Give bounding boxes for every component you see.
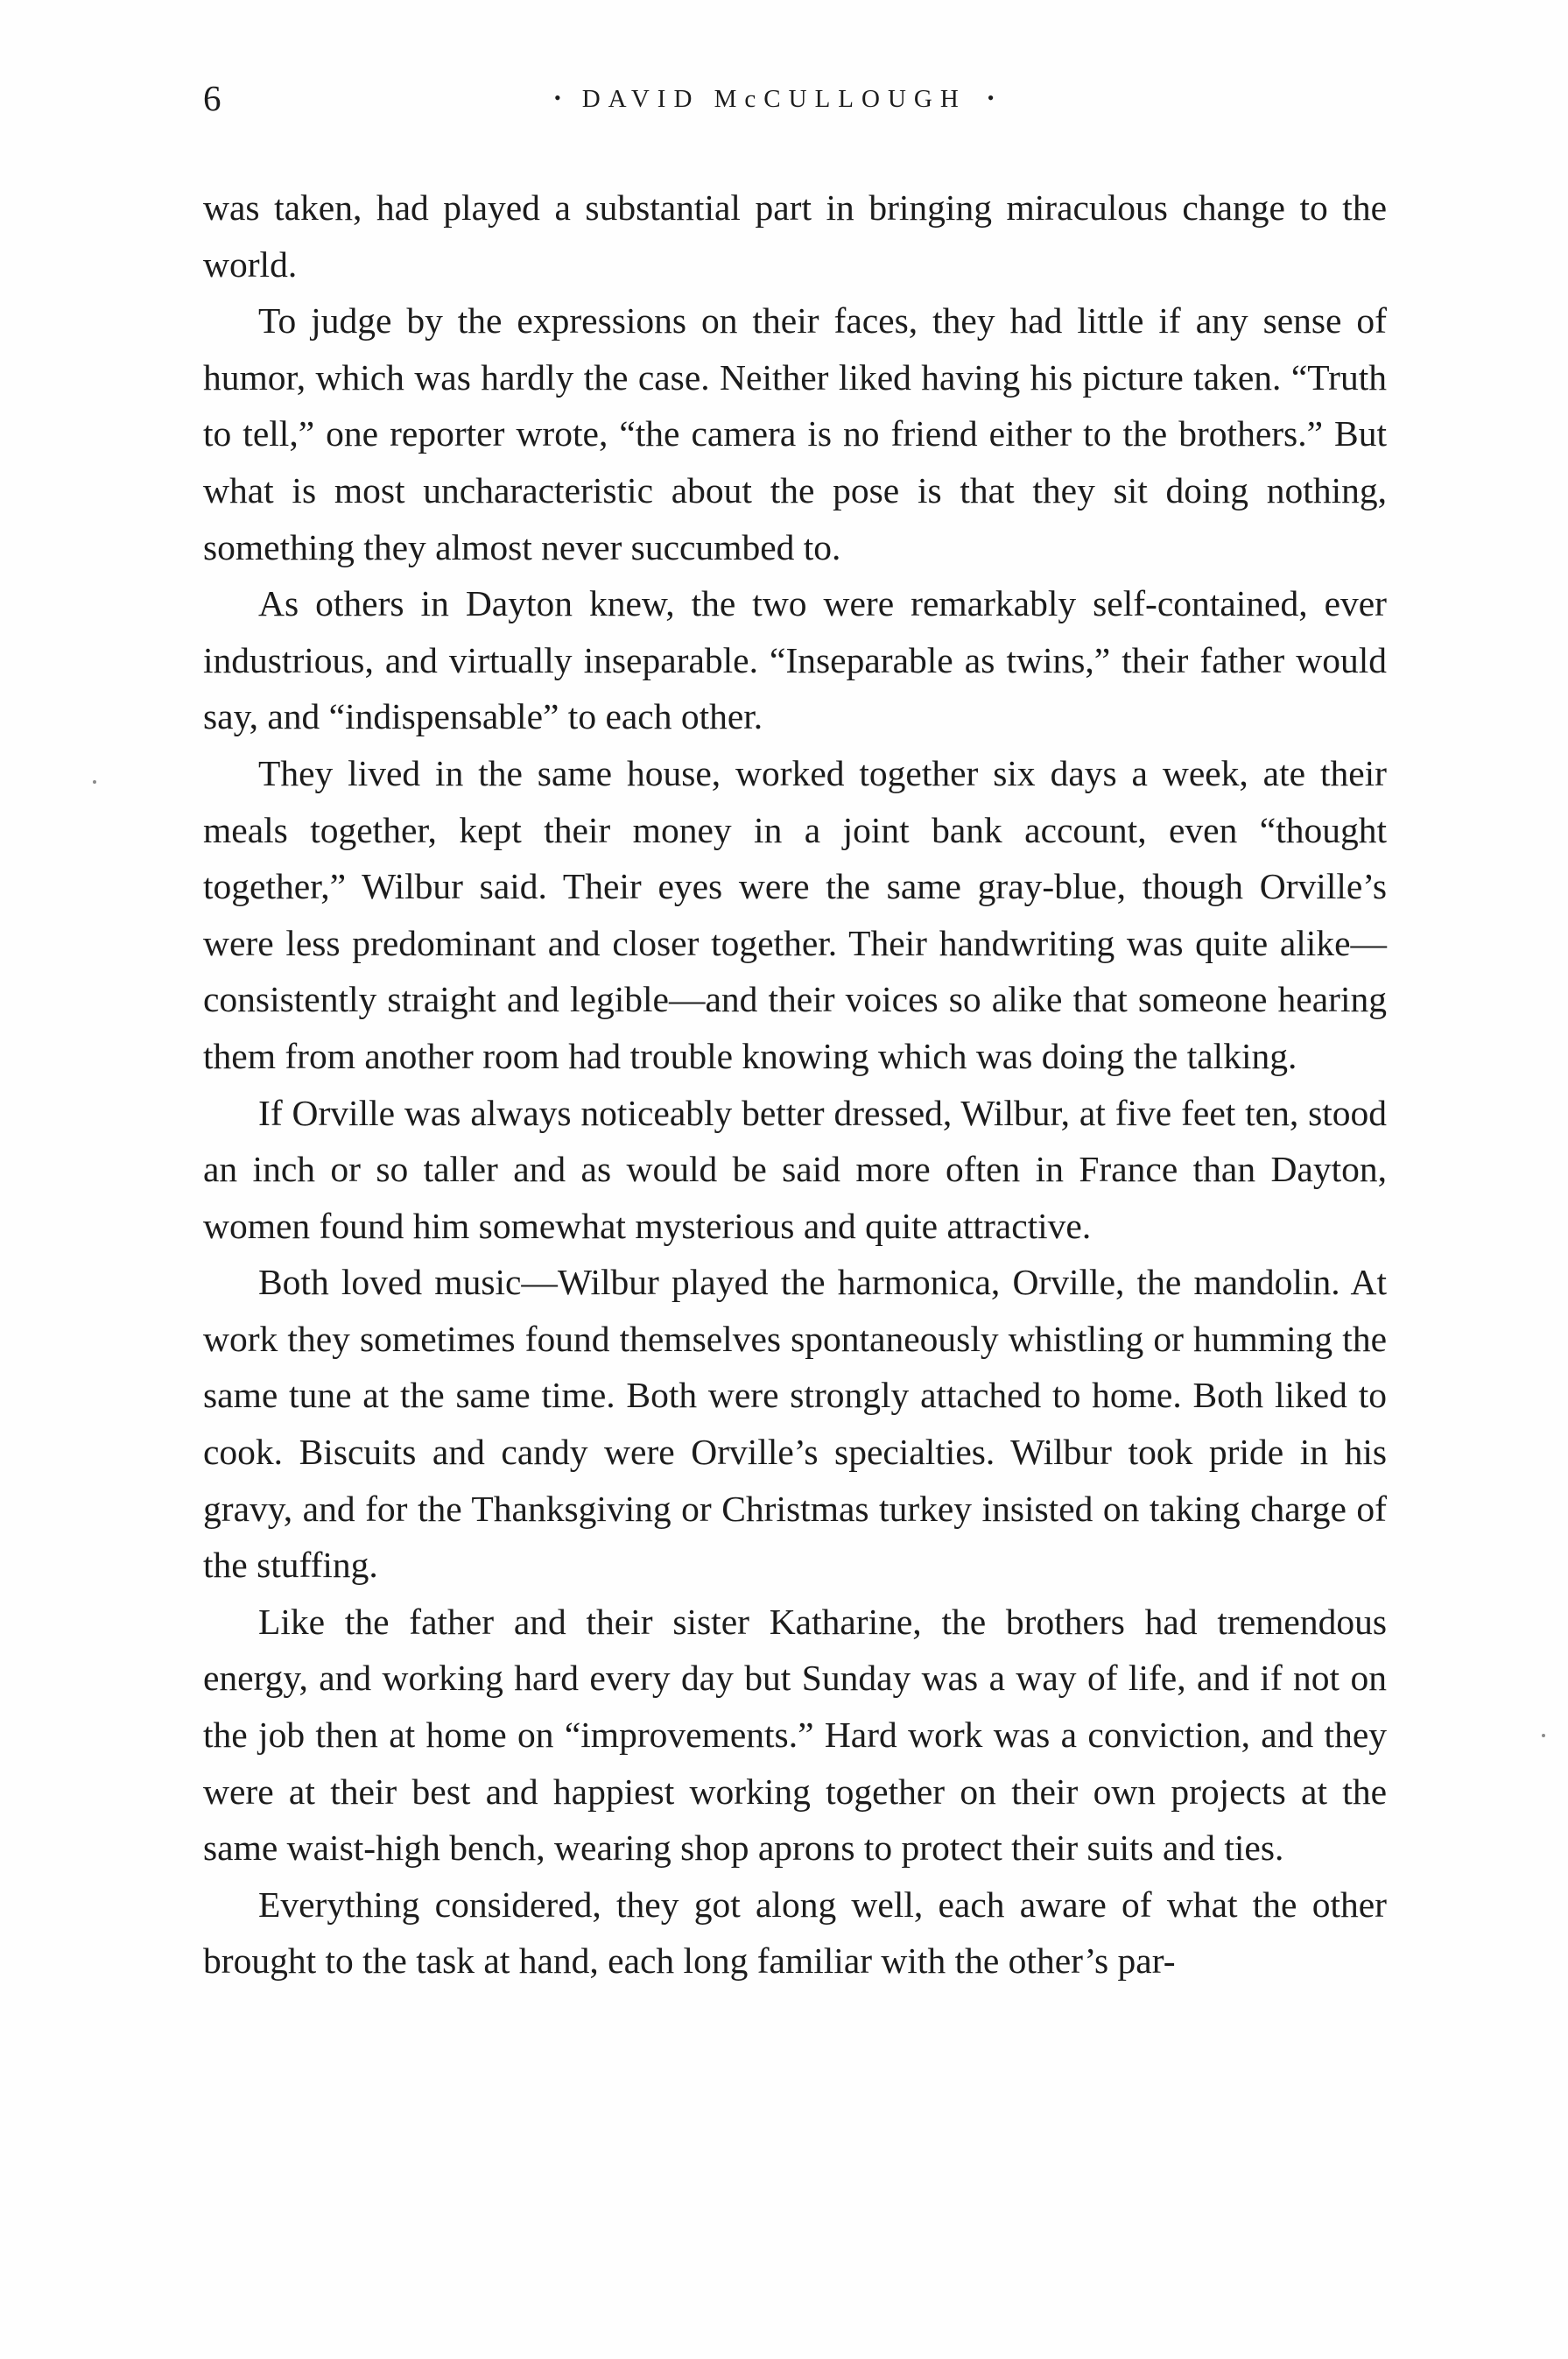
paragraph: If Orville was always noticeably better dressed, Wilbur, at five feet ten, stood an inch or so taller and as would be said more often in France than Dayton, women found him somewhat mysterious and quite attractive. [203,1092,1387,1246]
scan-speck [1542,1734,1545,1737]
paragraph-continuation: was taken, had played a substantial part in bringing miraculous change to the world. [203,187,1387,285]
paragraph: Both loved music—Wilbur played the harmonica, Orville, the mandolin. At work they sometimes found themselves spontaneously whistling or humming the same tune at the same time. Both were strongly attached to home. Both liked to cook. Biscuits and candy were Orville’s specialties. Wilbur took pride in his gravy, and for the Thanksgiving or Christmas turkey insisted on taking charge of the stuffing. [203,1262,1387,1586]
header-separator-left: • [554,87,561,109]
paragraph: Everything considered, they got along well, each aware of what the other brought to the task at hand, each long familiar with the other’s par- [203,1884,1387,1982]
page-number: 6 [203,78,221,118]
body-text [203,180,1387,1989]
paragraph: They lived in the same house, worked together six days a week, ate their meals together, kept their money in a joint bank account, even “thought together,” Wilbur said. Their eyes were the same gray-blue, though Orville’s were less predominant and closer together. Their handwriting was quite alike—consistently straight and legible—and their voices so alike that someone hearing them from another room had trouble knowing which was doing the talking. [203,752,1387,1076]
paragraph: Like the father and their sister Katharine, the brothers had tremendous energy, and working hard every day but Sunday was a way of life, and if not on the job then at home on “improvements.” Hard work was a conviction, and they were at their best and happiest working together on their own projects at the same waist-high bench, wearing shop aprons to protect their suits and ties. [203,1601,1387,1869]
header-separator-right: • [987,87,995,109]
paragraph: As others in Dayton knew, the two were remarkably self-contained, ever industrious, and virtually inseparable. “Inseparable as twins,” their father would say, and “indispensable” to each other. [203,583,1387,737]
running-header [203,72,1385,124]
scan-speck [93,780,96,784]
author-name: DAVID McCULLOUGH [581,85,967,113]
running-head-title [533,72,1016,125]
paragraph: To judge by the expressions on their faces, they had little if any sense of humor, which was hardly the case. Neither liked having his picture taken. “Truth to tell,” one reporter wrote, “the camera is no friend either to the brothers.” But what is most uncharacteristic about the pose is that they sit doing nothing, something they almost never succumbed to. [203,300,1387,567]
